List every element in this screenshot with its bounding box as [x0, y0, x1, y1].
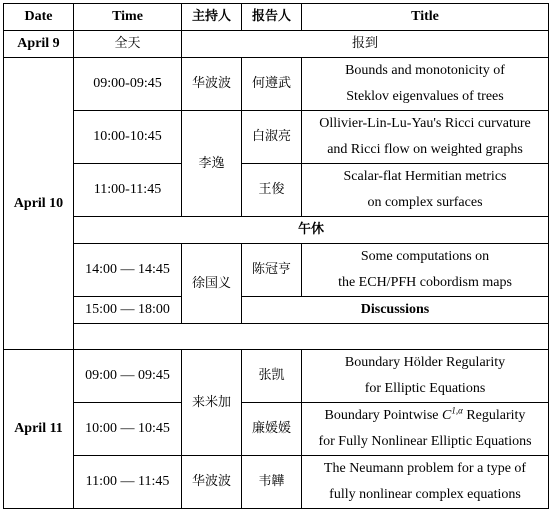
session-time: 14:00 — 14:45	[74, 244, 182, 297]
april9-title: 报到	[182, 31, 549, 58]
table-row	[4, 456, 549, 509]
session-title: Boundary Pointwise $C^{1,\alpha}$ Regularity for Fully Nonlinear Elliptic Equations	[302, 403, 549, 456]
session-time: 11:00-11:45	[74, 164, 182, 217]
lunch-break-row	[4, 217, 549, 244]
schedule-table	[3, 3, 549, 509]
session-title: Scalar-flat Hermitian metrics on complex surfaces	[302, 164, 549, 217]
empty-row	[4, 324, 549, 350]
session-host: 华波波	[182, 456, 242, 509]
header-time: Time	[74, 4, 182, 31]
april9-date: April 9	[4, 31, 74, 58]
session-host: 徐国义	[182, 244, 242, 324]
table-row	[4, 244, 549, 297]
session-title: Ollivier-Lin-Lu-Yau's Ricci curvature and Ricci flow on weighted graphs	[302, 111, 549, 164]
session-time: 10:00 — 10:45	[74, 403, 182, 456]
table-row	[4, 164, 549, 217]
april10-date: April 10	[4, 58, 74, 350]
empty-cell	[74, 324, 549, 350]
session-title: Bounds and monotonicity of Steklov eigenvalues of trees	[302, 58, 549, 111]
session-title: The Neumann problem for a type of fully nonlinear complex equations	[302, 456, 549, 509]
session-time: 09:00-09:45	[74, 58, 182, 111]
lunch-break: 午休	[74, 217, 549, 244]
header-date: Date	[4, 4, 74, 31]
session-speaker: 陈冠亨	[242, 244, 302, 297]
session-time: 09:00 — 09:45	[74, 350, 182, 403]
session-host: 李逸	[182, 111, 242, 217]
table-row	[4, 111, 549, 164]
header-speaker: 报告人	[242, 4, 302, 31]
session-speaker: 韦韡	[242, 456, 302, 509]
header-row	[4, 4, 549, 31]
session-title: Some computations on the ECH/PFH cobordism maps	[302, 244, 549, 297]
session-time: 10:00-10:45	[74, 111, 182, 164]
april11-date: April 11	[4, 350, 74, 509]
session-speaker: 白淑亮	[242, 111, 302, 164]
discussions-title: Discussions	[242, 297, 549, 324]
april9-time: 全天	[74, 31, 182, 58]
table-row	[4, 297, 549, 324]
table-row	[4, 403, 549, 456]
session-speaker: 王俊	[242, 164, 302, 217]
session-speaker: 何遵武	[242, 58, 302, 111]
table-row	[4, 350, 549, 403]
header-host: 主持人	[182, 4, 242, 31]
session-title: Boundary Hölder Regularity for Elliptic Equations	[302, 350, 549, 403]
session-host: 华波波	[182, 58, 242, 111]
table-row	[4, 58, 549, 111]
april9-row	[4, 31, 549, 58]
session-time: 11:00 — 11:45	[74, 456, 182, 509]
session-speaker: 廉媛媛	[242, 403, 302, 456]
session-host: 来米加	[182, 350, 242, 456]
session-speaker: 张凯	[242, 350, 302, 403]
session-time: 15:00 — 18:00	[74, 297, 182, 324]
header-title: Title	[302, 4, 549, 31]
